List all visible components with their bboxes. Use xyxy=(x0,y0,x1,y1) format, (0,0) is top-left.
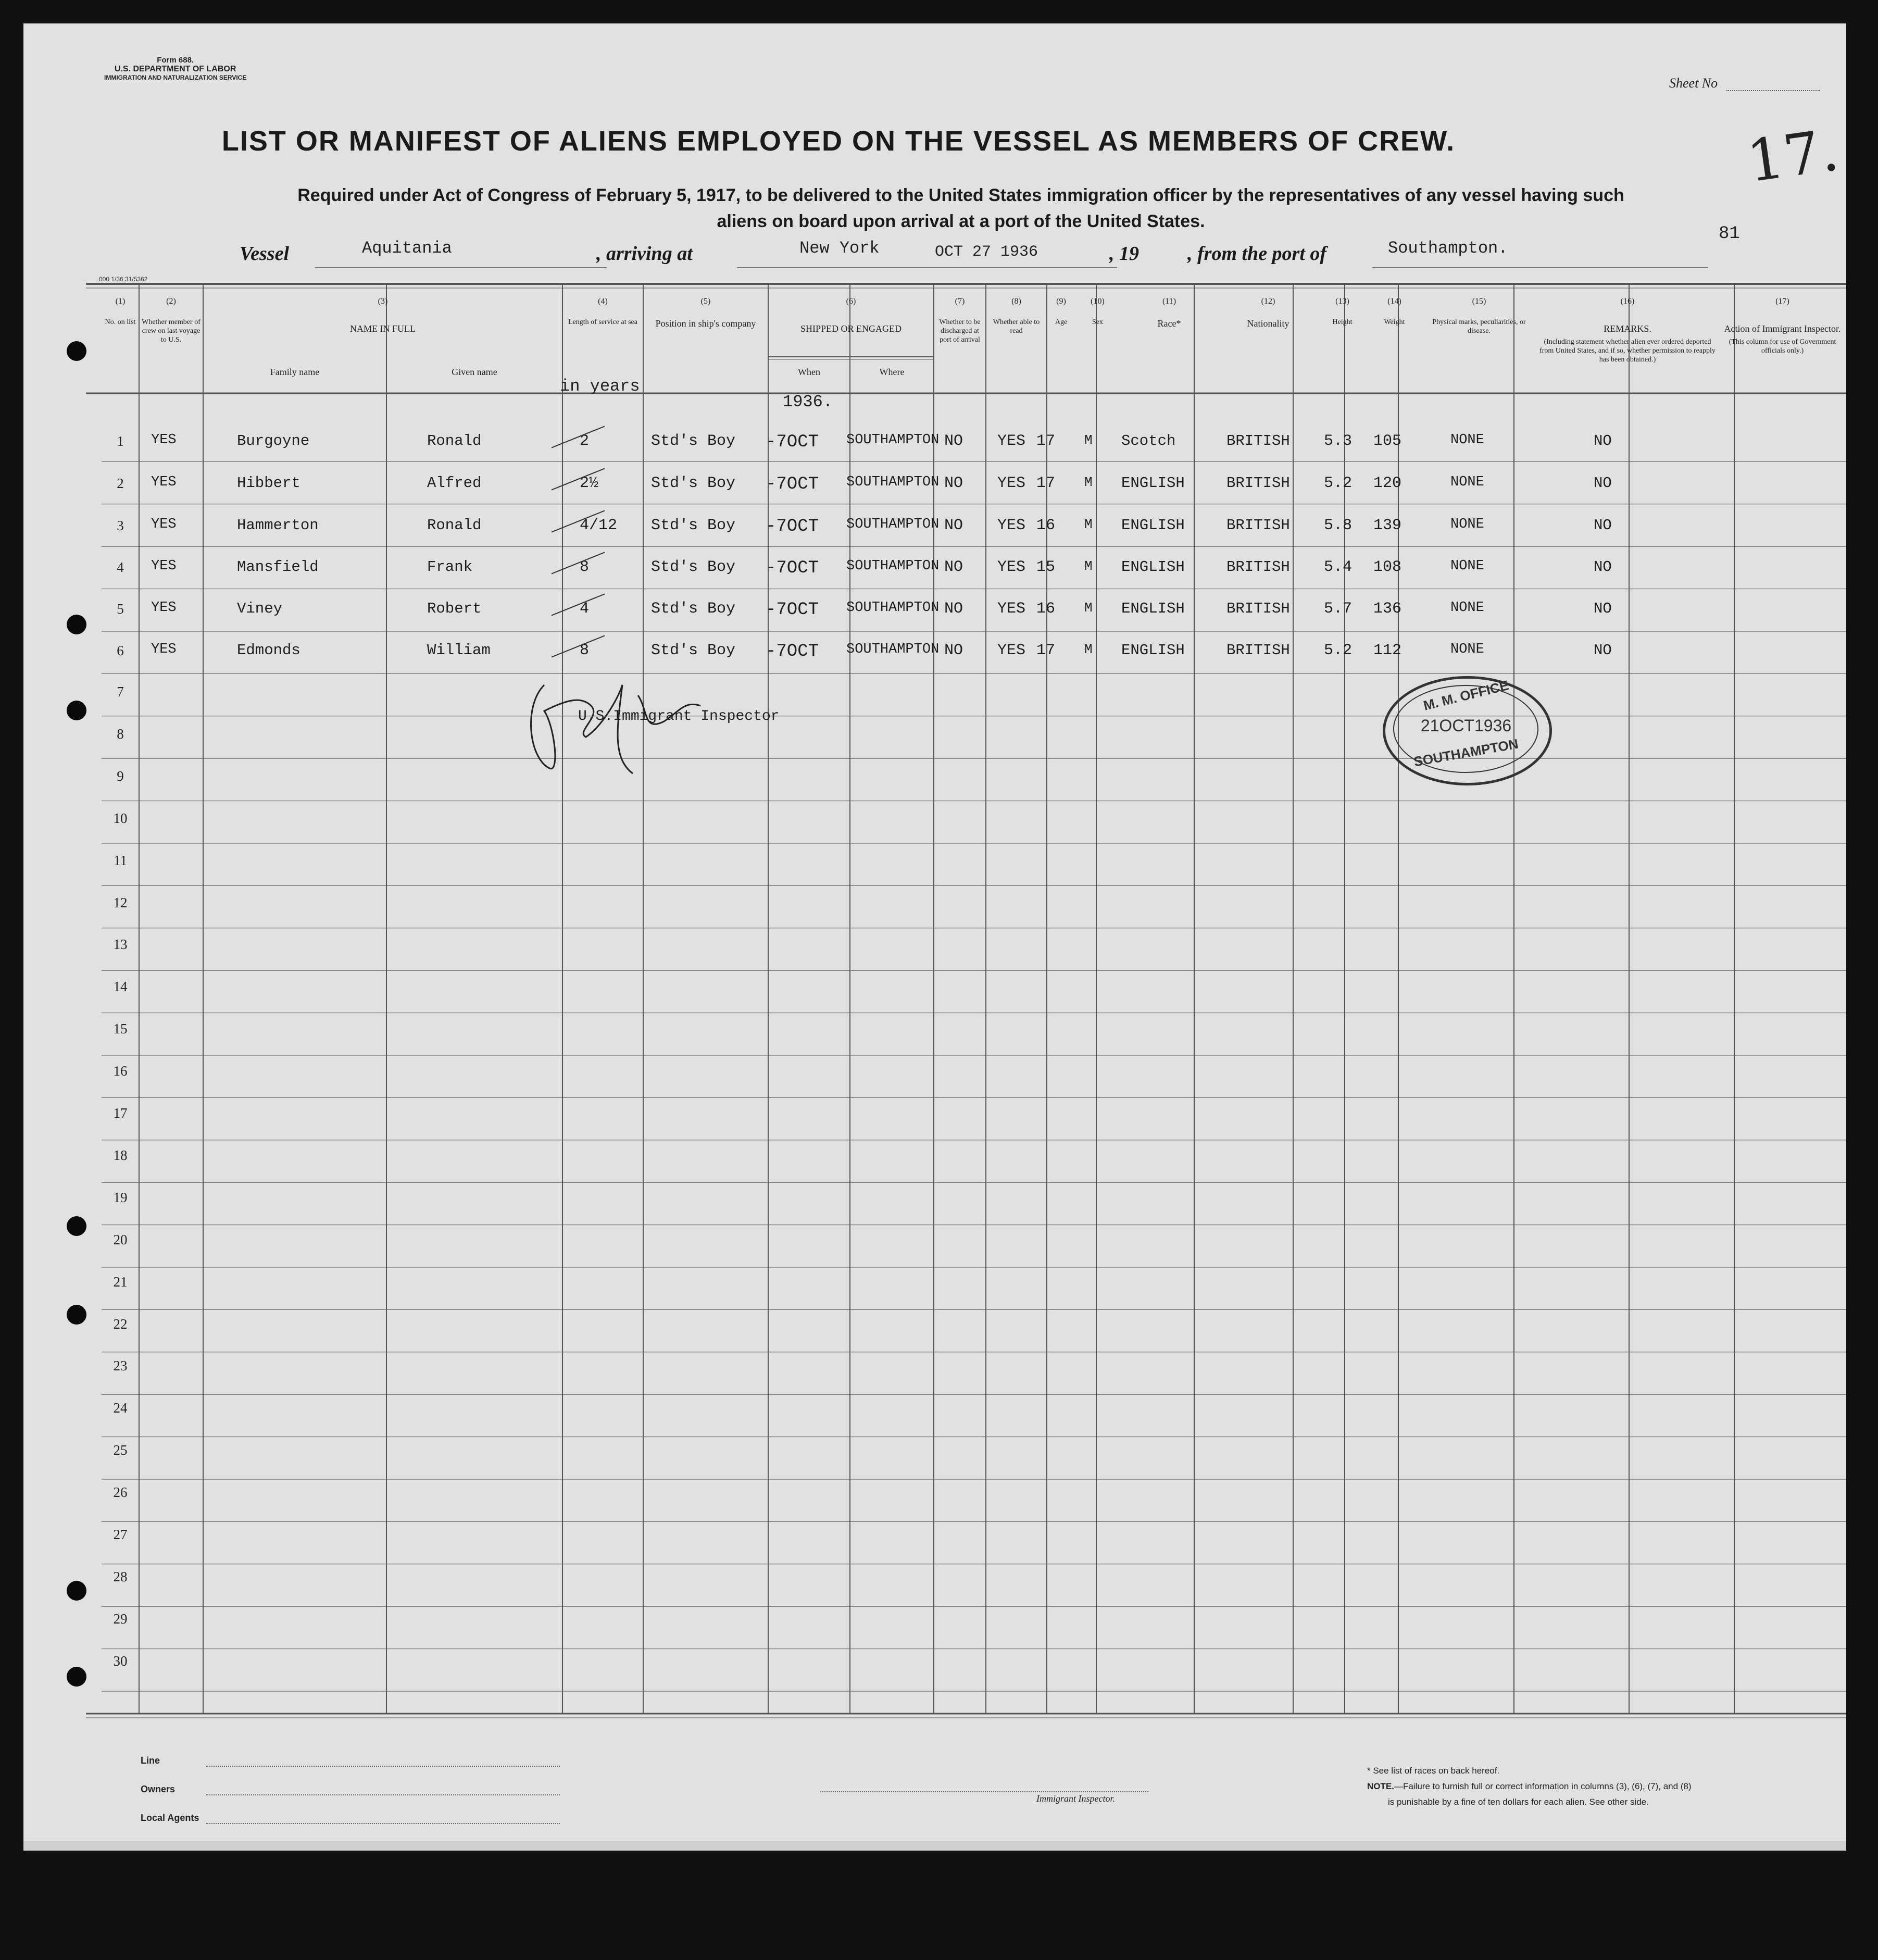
column-title: Sex xyxy=(1092,318,1103,326)
row-number: 1 xyxy=(117,433,124,449)
service-name: IMMIGRATION AND NATURALIZATION SERVICE xyxy=(104,74,247,81)
given-name-cell: Frank xyxy=(427,558,473,576)
column-number: (11) xyxy=(1162,297,1176,306)
column-subtitle: When xyxy=(798,367,820,377)
column-number: (14) xyxy=(1387,297,1401,306)
column-title: Whether member of crew on last voyage to U.S. xyxy=(142,318,201,344)
column-title: Action of Immigrant Inspector. xyxy=(1724,323,1841,334)
shipped-when-cell: -7OCT xyxy=(766,642,819,661)
column-title: Nationality xyxy=(1247,318,1289,329)
fine-note xyxy=(1367,1781,1692,1792)
age-cell: 15 xyxy=(1036,558,1056,576)
column-title: Length of service at sea xyxy=(568,318,637,326)
column-number: (9) xyxy=(1056,297,1066,306)
row-number: 17 xyxy=(113,1105,128,1121)
manifest-grid xyxy=(23,23,1846,1841)
weight-cell: 112 xyxy=(1373,642,1402,659)
column-title: Age xyxy=(1055,318,1068,326)
column-number: (7) xyxy=(955,297,965,306)
sheet-number: 17. xyxy=(1743,116,1843,195)
remarks-cell: NO xyxy=(1594,558,1612,576)
shipped-where-cell: SOUTHAMPTON xyxy=(846,558,940,574)
sex-cell: M xyxy=(1084,642,1093,657)
sheet-no-label: Sheet No xyxy=(1669,76,1718,91)
family-name-cell: Hammerton xyxy=(237,517,319,534)
year-label: , 19 xyxy=(1109,243,1139,265)
race-cell: Scotch xyxy=(1121,432,1176,450)
race-cell: ENGLISH xyxy=(1121,600,1185,617)
column-title: No. on list xyxy=(105,318,136,326)
last-voyage-cell: YES xyxy=(151,432,177,448)
race-cell: ENGLISH xyxy=(1121,517,1185,534)
column-number: (3) xyxy=(378,297,388,306)
page-title: LIST OR MANIFEST OF ALIENS EMPLOYED ON THE VESSEL AS MEMBERS OF CREW. xyxy=(221,126,1456,157)
weight-cell: 105 xyxy=(1373,432,1402,450)
column-title: SHIPPED OR ENGAGED xyxy=(800,323,902,334)
family-name-cell: Mansfield xyxy=(237,558,319,576)
nationality-cell: BRITISH xyxy=(1226,642,1290,659)
physical-marks-cell: NONE xyxy=(1450,475,1484,490)
column-number: (16) xyxy=(1620,297,1635,306)
row-number: 27 xyxy=(113,1527,128,1542)
height-cell: 5.7 xyxy=(1324,600,1353,618)
binder-hole xyxy=(67,341,86,361)
row-number: 11 xyxy=(114,852,127,868)
physical-marks-cell: NONE xyxy=(1450,642,1484,657)
stamp-port: SOUTHAMPTON xyxy=(1412,735,1520,770)
position-cell: Std's Boy xyxy=(651,475,736,492)
age-cell: 17 xyxy=(1036,475,1056,492)
sex-cell: M xyxy=(1084,600,1093,616)
discharge-cell: NO xyxy=(944,432,963,450)
age-cell: 17 xyxy=(1036,432,1056,450)
discharge-cell: NO xyxy=(944,642,963,659)
position-cell: Std's Boy xyxy=(651,517,736,534)
row-number: 5 xyxy=(117,601,124,617)
column-number: (13) xyxy=(1335,297,1349,306)
races-note: * See list of races on back hereof. xyxy=(1367,1766,1500,1776)
sex-cell: M xyxy=(1084,432,1093,448)
from-port-label: , from the port of xyxy=(1187,243,1327,265)
from-port: Southampton. xyxy=(1388,239,1508,258)
column-number: (12) xyxy=(1261,297,1275,306)
row-number: 13 xyxy=(113,937,128,953)
row-number: 19 xyxy=(113,1189,128,1205)
physical-marks-cell: NONE xyxy=(1450,558,1484,574)
column-title: Weight xyxy=(1384,318,1405,326)
column-number: (10) xyxy=(1091,297,1105,306)
shipped-where-cell: SOUTHAMPTON xyxy=(846,517,940,532)
column-number: (2) xyxy=(166,297,176,306)
margin-number: 81 xyxy=(1719,224,1740,244)
inspector-title: U.S.Immigrant Inspector xyxy=(578,708,780,725)
column-note: (Including statement whether alien ever ordered deported from United States, and if so, whether permission to reapply has been obtained.) xyxy=(1539,338,1716,364)
column-title: Position in ship's company xyxy=(655,318,756,329)
row-number: 30 xyxy=(113,1653,128,1669)
column-title: Height xyxy=(1332,318,1353,326)
given-name-cell: Ronald xyxy=(427,517,482,534)
height-cell: 5.2 xyxy=(1324,475,1353,492)
inspector-line xyxy=(820,1791,1148,1792)
able-to-read-cell: YES xyxy=(997,558,1026,576)
row-number: 26 xyxy=(113,1484,128,1501)
stamp-date: 21OCT1936 xyxy=(1420,716,1512,735)
race-cell: ENGLISH xyxy=(1121,642,1185,659)
column-number: (17) xyxy=(1775,297,1789,306)
given-name-cell: Ronald xyxy=(427,432,482,450)
sex-cell: M xyxy=(1084,558,1093,574)
remarks-cell: NO xyxy=(1594,432,1612,450)
row-number: 7 xyxy=(117,684,124,700)
row-number: 10 xyxy=(113,810,128,826)
able-to-read-cell: YES xyxy=(997,475,1026,492)
age-cell: 16 xyxy=(1036,517,1056,534)
service-length-cell: 2 xyxy=(580,432,590,450)
column-title: REMARKS. xyxy=(1604,323,1651,334)
position-cell: Std's Boy xyxy=(651,642,736,659)
stamp-office: M. M. OFFICE xyxy=(1421,677,1510,714)
weight-cell: 139 xyxy=(1373,517,1402,534)
family-name-cell: Burgoyne xyxy=(237,432,310,450)
inspector-signature xyxy=(513,664,732,789)
shipped-year: 1936. xyxy=(783,392,833,411)
height-cell: 5.8 xyxy=(1324,517,1353,534)
able-to-read-cell: YES xyxy=(997,432,1026,450)
row-number: 6 xyxy=(117,643,124,658)
shipped-where-cell: SOUTHAMPTON xyxy=(846,600,940,616)
last-voyage-cell: YES xyxy=(151,558,177,574)
column-title: NAME IN FULL xyxy=(350,323,416,334)
column-title: Physical marks, peculiarities, or disease. xyxy=(1432,318,1526,335)
able-to-read-cell: YES xyxy=(997,600,1026,618)
race-cell: ENGLISH xyxy=(1121,558,1185,576)
nationality-cell: BRITISH xyxy=(1226,558,1290,576)
discharge-cell: NO xyxy=(944,558,963,576)
service-length-cell: 4/12 xyxy=(580,517,618,534)
able-to-read-cell: YES xyxy=(997,517,1026,534)
remarks-cell: NO xyxy=(1594,642,1612,659)
row-number: 2 xyxy=(117,476,124,491)
race-cell: ENGLISH xyxy=(1121,475,1185,492)
nationality-cell: BRITISH xyxy=(1226,475,1290,492)
weight-cell: 120 xyxy=(1373,475,1402,492)
family-name-cell: Edmonds xyxy=(237,642,301,659)
discharge-cell: NO xyxy=(944,600,963,618)
row-number: 25 xyxy=(113,1442,128,1458)
shipped-where-cell: SOUTHAMPTON xyxy=(846,432,940,448)
height-cell: 5.2 xyxy=(1324,642,1353,659)
arrival-date: OCT 27 1936 xyxy=(935,243,1038,261)
shipped-where-cell: SOUTHAMPTON xyxy=(846,642,940,657)
note-line-1: —Failure to furnish full or correct information in columns (3), (6), (7), and (8) xyxy=(1394,1781,1692,1791)
fine-note-2: is punishable by a fine of ten dollars for each alien. See other side. xyxy=(1388,1797,1649,1807)
remarks-cell: NO xyxy=(1594,475,1612,492)
sheet-bottom-edge xyxy=(23,1841,1846,1851)
arriving-port: New York xyxy=(799,239,880,258)
binder-hole xyxy=(67,1305,86,1325)
row-number: 24 xyxy=(113,1400,128,1416)
column-title: Whether to be discharged at port of arrival xyxy=(939,318,981,344)
height-cell: 5.4 xyxy=(1324,558,1353,576)
service-unit-note: in years xyxy=(560,377,640,396)
row-number: 21 xyxy=(113,1274,128,1290)
last-voyage-cell: YES xyxy=(151,600,177,616)
position-cell: Std's Boy xyxy=(651,600,736,618)
discharge-cell: NO xyxy=(944,517,963,534)
sex-cell: M xyxy=(1084,517,1093,532)
vessel-name: Aquitania xyxy=(362,239,452,258)
physical-marks-cell: NONE xyxy=(1450,600,1484,616)
row-number: 28 xyxy=(113,1568,128,1584)
column-note: (This column for use of Government officials only.) xyxy=(1729,338,1836,355)
last-voyage-cell: YES xyxy=(151,517,177,532)
shipped-when-cell: -7OCT xyxy=(766,517,819,536)
service-length-cell: 4 xyxy=(580,600,590,618)
height-cell: 5.3 xyxy=(1324,432,1353,450)
row-number: 29 xyxy=(113,1611,128,1627)
owners-label: Owners xyxy=(141,1784,176,1794)
age-cell: 16 xyxy=(1036,600,1056,618)
column-number: (5) xyxy=(700,297,711,306)
shipped-when-cell: -7OCT xyxy=(766,432,819,452)
service-length-cell: 8 xyxy=(580,642,590,659)
row-number: 18 xyxy=(113,1147,128,1163)
weight-cell: 108 xyxy=(1373,558,1402,576)
form-code: 000 1/36 31/5362 xyxy=(99,276,148,283)
position-cell: Std's Boy xyxy=(651,558,736,576)
shipped-when-cell: -7OCT xyxy=(766,558,819,578)
remarks-cell: NO xyxy=(1594,600,1612,617)
manifest-sheet xyxy=(23,23,1846,1841)
remarks-cell: NO xyxy=(1594,517,1612,534)
discharge-cell: NO xyxy=(944,475,963,492)
line-label: Line xyxy=(141,1755,160,1766)
note-label: NOTE. xyxy=(1367,1781,1394,1791)
subtitle-line-1: Required under Act of Congress of February 5, 1917, to be delivered to the United States immigration officer by the representatives of any vessel having such xyxy=(297,185,1624,205)
column-number: (6) xyxy=(846,297,856,306)
row-number: 3 xyxy=(117,518,124,533)
row-number: 9 xyxy=(117,768,124,784)
column-number: (15) xyxy=(1472,297,1486,306)
service-length-cell: 8 xyxy=(580,558,590,576)
owners-field xyxy=(206,1794,560,1795)
form-number: Form 688. xyxy=(157,56,194,65)
line-field xyxy=(206,1766,560,1767)
row-number: 16 xyxy=(113,1063,128,1079)
binder-hole xyxy=(67,1667,86,1687)
column-title: Whether able to read xyxy=(993,318,1040,335)
row-number: 12 xyxy=(113,894,128,910)
age-cell: 17 xyxy=(1036,642,1056,659)
given-name-cell: William xyxy=(427,642,491,659)
weight-cell: 136 xyxy=(1373,600,1402,618)
row-number: 8 xyxy=(117,726,124,742)
row-number: 4 xyxy=(117,559,124,575)
service-length-cell: 2½ xyxy=(580,475,599,492)
nationality-cell: BRITISH xyxy=(1226,432,1290,450)
row-number: 15 xyxy=(113,1021,128,1037)
last-voyage-cell: YES xyxy=(151,475,177,490)
subtitle-line-2: aliens on board upon arrival at a port of the United States. xyxy=(717,211,1205,231)
given-name-cell: Alfred xyxy=(427,475,482,492)
shipped-when-cell: -7OCT xyxy=(766,600,819,620)
able-to-read-cell: YES xyxy=(997,642,1026,659)
position-cell: Std's Boy xyxy=(651,432,736,450)
row-number: 22 xyxy=(113,1316,128,1332)
nationality-cell: BRITISH xyxy=(1226,517,1290,534)
row-number: 20 xyxy=(113,1231,128,1247)
column-subtitle: Where xyxy=(879,367,905,377)
binder-hole xyxy=(67,1581,86,1601)
column-number: (8) xyxy=(1011,297,1021,306)
column-number: (4) xyxy=(598,297,608,306)
family-name-cell: Hibbert xyxy=(237,475,301,492)
column-number: (1) xyxy=(115,297,126,306)
column-subtitle: Given name xyxy=(452,367,497,377)
column-subtitle: Family name xyxy=(270,367,320,377)
row-number: 23 xyxy=(113,1358,128,1374)
shipped-when-cell: -7OCT xyxy=(766,475,819,494)
physical-marks-cell: NONE xyxy=(1450,432,1484,448)
family-name-cell: Viney xyxy=(237,600,283,617)
given-name-cell: Robert xyxy=(427,600,482,617)
immigrant-inspector-label: Immigrant Inspector. xyxy=(1036,1793,1115,1804)
column-title: Race* xyxy=(1157,318,1181,329)
local-agents-field xyxy=(206,1823,560,1824)
last-voyage-cell: YES xyxy=(151,642,177,657)
local-agents-label: Local Agents xyxy=(141,1813,199,1823)
binder-hole xyxy=(67,615,86,634)
department-name: U.S. DEPARTMENT OF LABOR xyxy=(114,65,236,73)
binder-hole xyxy=(67,1216,86,1236)
nationality-cell: BRITISH xyxy=(1226,600,1290,617)
shipped-where-cell: SOUTHAMPTON xyxy=(846,475,940,490)
physical-marks-cell: NONE xyxy=(1450,517,1484,532)
vessel-label: Vessel xyxy=(240,243,289,265)
arriving-label: , arriving at xyxy=(596,243,693,265)
sex-cell: M xyxy=(1084,475,1093,490)
row-number: 14 xyxy=(113,979,128,995)
binder-hole xyxy=(67,701,86,720)
